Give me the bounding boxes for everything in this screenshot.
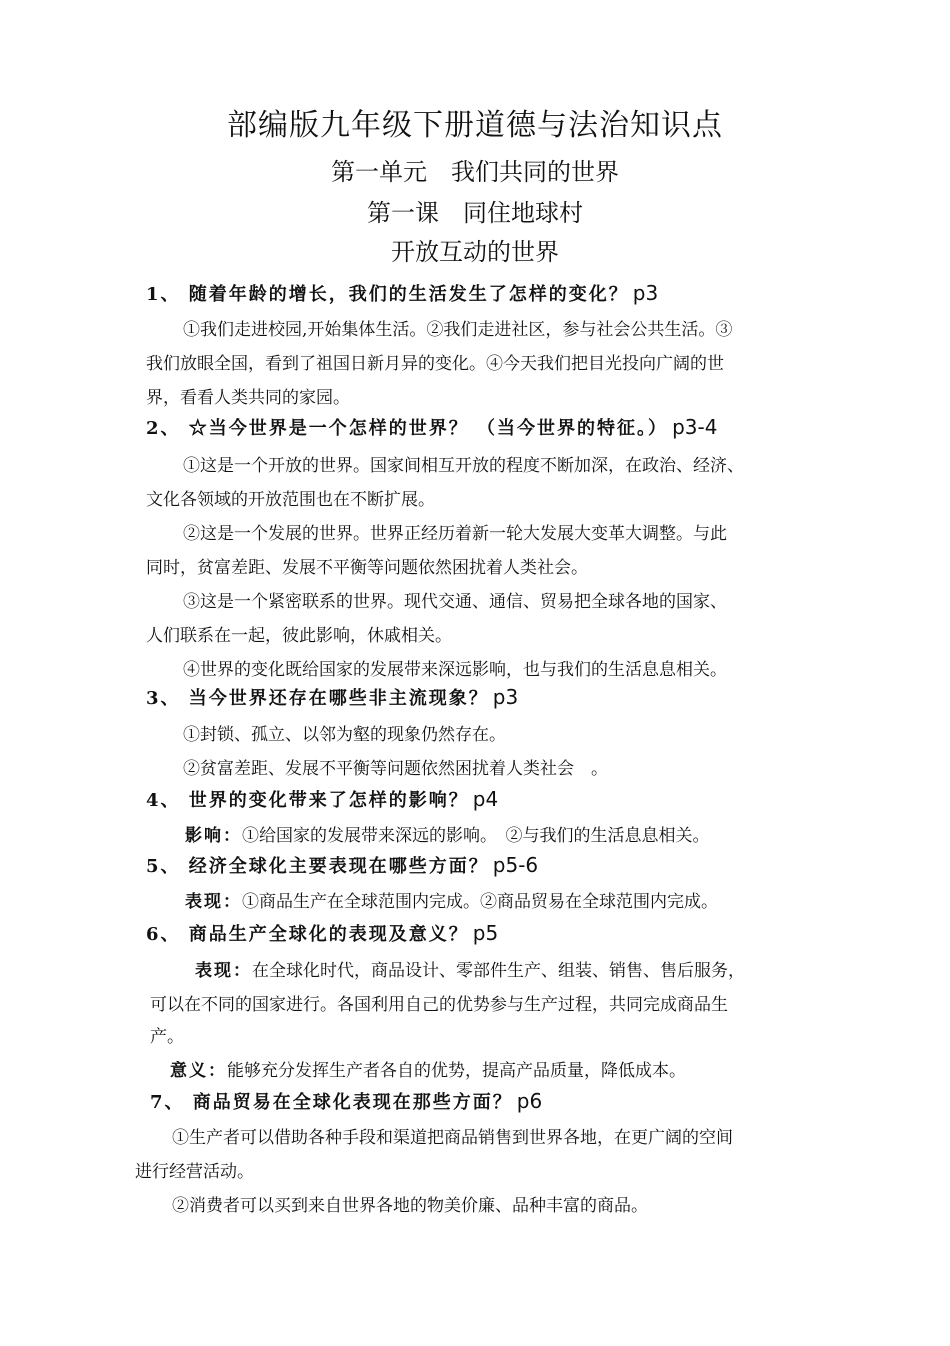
page-ref: p5-6 bbox=[492, 853, 539, 877]
answer-line: 我们放眼全国，看到了祖国日新月异的变化。④今天我们把目光投向广阔的世 bbox=[146, 354, 724, 374]
page-ref: p3 bbox=[632, 281, 659, 305]
answer-line: 文化各领域的开放范围也在不断扩展。 bbox=[146, 490, 435, 510]
question-6 bbox=[146, 920, 498, 946]
question-text: 7、 商品贸易在全球化表现在那些方面？ bbox=[150, 1092, 513, 1113]
question-text: 5、 经济全球化主要表现在哪些方面？ bbox=[146, 856, 489, 877]
answer-line bbox=[185, 819, 710, 853]
answer-line: ②消费者可以买到来自世界各地的物美价廉、品种丰富的商品。 bbox=[172, 1196, 648, 1216]
question-7 bbox=[150, 1088, 542, 1114]
page-ref: p5 bbox=[472, 921, 499, 945]
answer-text: 在全球化时代，商品设计、零部件生产、组装、销售、售后服务， bbox=[252, 961, 745, 981]
answer-line: 人们联系在一起，彼此影响，休戚相关。 bbox=[146, 626, 452, 646]
answer-text: ①商品生产在全球范围内完成。②商品贸易在全球范围内完成。 bbox=[242, 892, 718, 912]
question-5 bbox=[146, 852, 538, 878]
answer-line: ①封锁、孤立、以邻为壑的现象仍然存在。 bbox=[183, 725, 506, 745]
question-text: 2、 ☆当今世界是一个怎样的世界？ （当今世界的特征。） bbox=[146, 418, 669, 439]
question-2 bbox=[146, 414, 717, 440]
answer-line: 进行经营活动。 bbox=[135, 1162, 254, 1182]
document-title: 部编版九年级下册道德与法治知识点 bbox=[227, 108, 723, 143]
page-ref: p6 bbox=[516, 1089, 543, 1113]
answer-line: 同时，贫富差距、发展不平衡等问题依然困扰着人类社会。 bbox=[146, 558, 588, 578]
answer-line bbox=[185, 885, 718, 919]
question-text: 4、 世界的变化带来了怎样的影响？ bbox=[146, 790, 469, 811]
question-text: 1、 随着年龄的增长，我们的生活发生了怎样的变化？ bbox=[146, 284, 629, 305]
answer-line: ④世界的变化既给国家的发展带来深远影响，也与我们的生活息息相关。 bbox=[183, 660, 727, 680]
answer-text: ①给国家的发展带来深远的影响。 ②与我们的生活息息相关。 bbox=[242, 826, 710, 846]
answer-label: 意义： bbox=[170, 1061, 227, 1081]
page-ref: p4 bbox=[472, 787, 499, 811]
answer-line: 产。 bbox=[150, 1027, 184, 1047]
answer-line: ③这是一个紧密联系的世界。现代交通、通信、贸易把全球各地的国家、 bbox=[183, 592, 727, 612]
answer-line bbox=[195, 954, 745, 988]
question-1 bbox=[146, 280, 658, 306]
answer-line: ②这是一个发展的世界。世界正经历着新一轮大发展大变革大调整。与此 bbox=[183, 524, 727, 544]
lesson-heading: 第一课 同住地球村 bbox=[367, 199, 583, 227]
answer-line: 可以在不同的国家进行。各国利用自己的优势参与生产过程，共同完成商品生 bbox=[150, 995, 728, 1015]
unit-heading: 第一单元 我们共同的世界 bbox=[331, 158, 619, 186]
answer-label: 表现： bbox=[185, 892, 242, 912]
question-4 bbox=[146, 786, 498, 812]
page-ref: p3-4 bbox=[672, 415, 718, 439]
question-text: 6、 商品生产全球化的表现及意义？ bbox=[146, 924, 469, 945]
answer-line: ①生产者可以借助各种手段和渠道把商品销售到世界各地，在更广阔的空间 bbox=[172, 1128, 733, 1148]
answer-line: ①这是一个开放的世界。国家间相互开放的程度不断加深，在政治、经济、 bbox=[183, 456, 744, 476]
answer-text: 能够充分发挥生产者各自的优势，提高产品质量，降低成本。 bbox=[227, 1061, 686, 1081]
question-3 bbox=[146, 684, 518, 710]
answer-label: 表现： bbox=[195, 961, 252, 981]
answer-label: 影响： bbox=[185, 826, 242, 846]
section-heading: 开放互动的世界 bbox=[391, 238, 559, 266]
question-text: 3、 当今世界还存在哪些非主流现象？ bbox=[146, 688, 489, 709]
answer-line: ②贫富差距、发展不平衡等问题依然困扰着人类社会 。 bbox=[183, 759, 608, 779]
answer-line: ①我们走进校园,开始集体生活。②我们走进社区，参与社会公共生活。③ bbox=[183, 320, 733, 340]
answer-line: 界，看看人类共同的家园。 bbox=[146, 388, 350, 408]
page-ref: p3 bbox=[492, 685, 519, 709]
answer-line bbox=[170, 1054, 686, 1088]
